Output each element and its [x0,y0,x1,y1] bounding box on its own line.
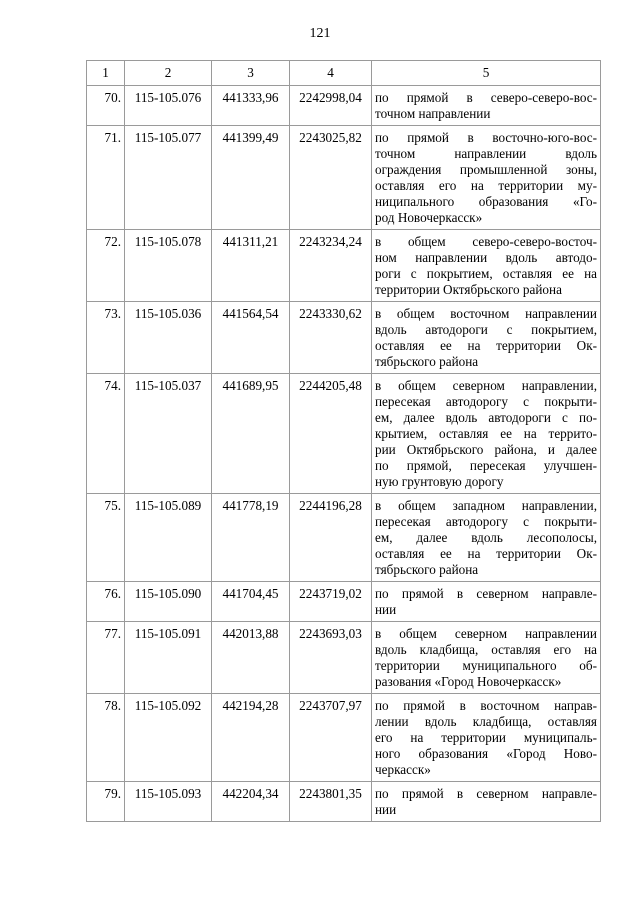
coordinate-y: 2242998,04 [290,86,372,126]
coordinate-x: 441778,19 [212,494,290,582]
point-id: 115-105.091 [125,622,212,694]
row-number: 74. [87,374,125,494]
row-number: 76. [87,582,125,622]
point-id: 115-105.037 [125,374,212,494]
description-line: нии [375,802,397,817]
row-number: 79. [87,782,125,822]
header-col-3: 3 [212,61,290,86]
boundary-description [372,494,601,582]
boundary-description [372,782,601,822]
description-line: территории муниципального об- [375,658,597,673]
coordinate-y: 2243025,82 [290,126,372,230]
point-id: 115-105.090 [125,582,212,622]
boundary-description [372,694,601,782]
boundary-description [372,230,601,302]
description-line: по прямой в восточно-юго-вос- [375,130,597,145]
description-line: ного образования «Город Ново- [375,746,597,761]
description-line: по прямой в северном направле- [375,786,597,801]
description-line: оставляя ее на территории Ок- [375,546,597,561]
header-col-1: 1 [87,61,125,86]
description-line: в общем северо-северо-восточ- [375,234,597,249]
table-row [87,782,601,822]
coordinate-y: 2243330,62 [290,302,372,374]
point-id: 115-105.089 [125,494,212,582]
row-number: 72. [87,230,125,302]
coordinate-y: 2243693,03 [290,622,372,694]
coordinate-y: 2243801,35 [290,782,372,822]
coordinate-x: 442204,34 [212,782,290,822]
row-number: 75. [87,494,125,582]
boundary-description [372,622,601,694]
boundary-coordinates-table [86,60,601,822]
description-line: тябрьского района [375,562,479,577]
header-col-2: 2 [125,61,212,86]
description-line: точном направлении [375,106,491,121]
point-id: 115-105.076 [125,86,212,126]
description-line: точном направлении вдоль [375,146,597,161]
point-id: 115-105.093 [125,782,212,822]
table-row [87,694,601,782]
coordinate-x: 441311,21 [212,230,290,302]
boundary-description [372,86,601,126]
description-line: по прямой, пересекая улучшен- [375,458,597,473]
description-line: ограждения промышленной зоны, [375,162,597,177]
boundary-description [372,374,601,494]
description-line: территории Октябрьского района [375,282,562,297]
description-line: ниципального образования «Го- [375,194,597,209]
point-id: 115-105.036 [125,302,212,374]
description-line: оставляя ее на территории Ок- [375,338,597,353]
coordinate-x: 441704,45 [212,582,290,622]
description-line: по прямой в северо-северо-вос- [375,90,597,105]
description-line: его на территории муниципаль- [375,730,597,745]
description-line: нии [375,602,397,617]
coordinate-x: 441333,96 [212,86,290,126]
row-number: 78. [87,694,125,782]
description-line: в общем северном направлении, [375,378,597,393]
description-line: в общем восточном направлении [375,306,597,321]
row-number: 77. [87,622,125,694]
coordinate-y: 2243707,97 [290,694,372,782]
point-id: 115-105.092 [125,694,212,782]
description-line: разования «Город Новочеркасск» [375,674,562,689]
boundary-description [372,126,601,230]
table-header-row [87,61,601,86]
table-row [87,494,601,582]
description-line: род Новочеркасск» [375,210,483,225]
coordinate-y: 2244205,48 [290,374,372,494]
description-line: ную грунтовую дорогу [375,474,504,489]
table-row [87,374,601,494]
table-row [87,126,601,230]
row-number: 73. [87,302,125,374]
coordinate-y: 2243719,02 [290,582,372,622]
description-line: оставляя его на территории му- [375,178,597,193]
header-col-5: 5 [372,61,601,86]
coordinate-y: 2243234,24 [290,230,372,302]
description-line: ем, далее вдоль лесополосы, [375,530,597,545]
description-line: ном направлении вдоль автодо- [375,250,597,265]
coordinate-x: 441564,54 [212,302,290,374]
header-col-4: 4 [290,61,372,86]
description-line: черкасск» [375,762,431,777]
description-line: вдоль автодороги с покрытием, [375,322,597,337]
description-line: лении вдоль кладбища, оставляя [375,714,597,729]
coordinate-x: 441399,49 [212,126,290,230]
point-id: 115-105.078 [125,230,212,302]
description-line: вдоль кладбища, оставляя его на [375,642,597,657]
table-row [87,230,601,302]
coordinate-x: 442013,88 [212,622,290,694]
coordinate-x: 442194,28 [212,694,290,782]
page-number: 121 [309,26,331,41]
table-body [87,86,601,822]
description-line: рии Октябрьского района, и далее [375,442,597,457]
description-line: пересекая автодорогу с покрыти- [375,514,597,529]
description-line: тябрьского района [375,354,479,369]
boundary-description [372,302,601,374]
description-line: ем, далее вдоль автодороги с по- [375,410,597,425]
description-line: в общем западном направлении, [375,498,597,513]
boundary-description [372,582,601,622]
description-line: крытием, оставляя ее на террито- [375,426,597,441]
table-row [87,86,601,126]
description-line: в общем северном направлении [375,626,597,641]
description-line: пересекая автодорогу с покрыти- [375,394,597,409]
description-line: по прямой в восточном направ- [375,698,597,713]
table-row [87,622,601,694]
coordinate-x: 441689,95 [212,374,290,494]
coordinate-y: 2244196,28 [290,494,372,582]
table-row [87,302,601,374]
point-id: 115-105.077 [125,126,212,230]
row-number: 71. [87,126,125,230]
row-number: 70. [87,86,125,126]
description-line: роги с покрытием, оставляя ее на [375,266,597,281]
table-row [87,582,601,622]
description-line: по прямой в северном направле- [375,586,597,601]
